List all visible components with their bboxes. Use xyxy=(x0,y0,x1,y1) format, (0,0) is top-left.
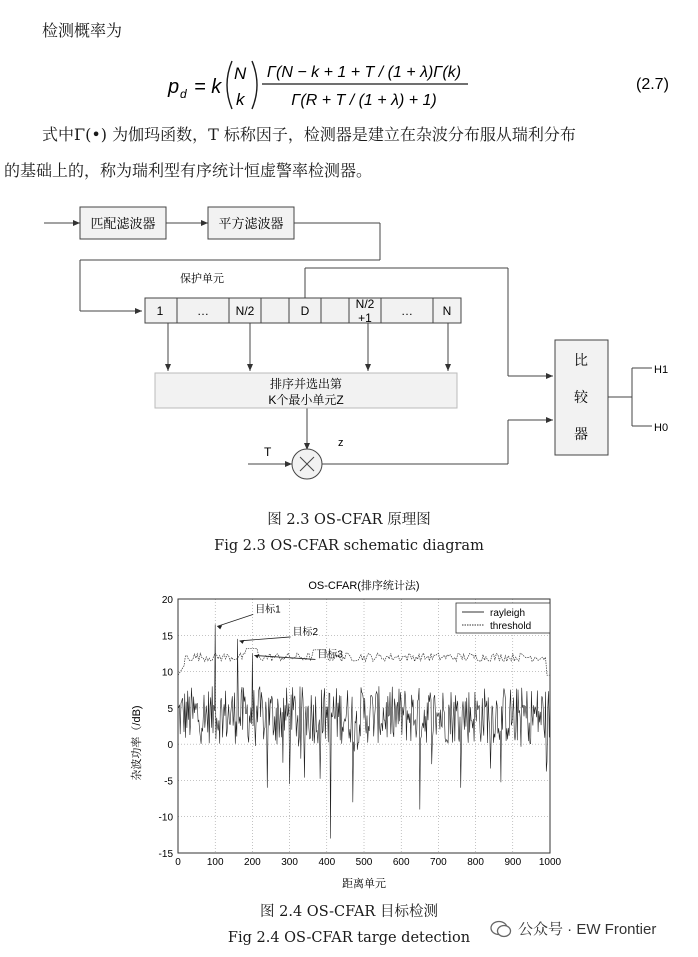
target-label: 目标3 xyxy=(317,649,343,661)
eq-lhs: p xyxy=(168,76,180,98)
z-label: z xyxy=(338,437,344,449)
equation-svg xyxy=(0,55,698,115)
fig23-caption-cn: 图 2.3 OS-CFAR 原理图 xyxy=(267,512,431,528)
sort-label-line-1: 排序并选出第 xyxy=(269,377,343,391)
fig24-caption-en: Fig 2.4 OS-CFAR targe detection xyxy=(227,930,471,946)
x-tick-label: 200 xyxy=(244,857,261,868)
cell-n-half-label: N/2 xyxy=(235,304,255,318)
fig24-caption-cn: 图 2.4 OS-CFAR 目标检测 xyxy=(260,904,438,920)
os-cfar-schematic xyxy=(0,190,698,505)
target-arrowhead xyxy=(254,654,259,658)
x-tick-label: 700 xyxy=(430,857,447,868)
cell-test-label: D xyxy=(300,304,310,318)
eq-denominator: Γ(R + T / (1 + λ) + 1) xyxy=(291,92,437,109)
cell-n-half-plus-1-label-bottom: +1 xyxy=(358,311,372,325)
x-tick-label: 800 xyxy=(467,857,484,868)
binom-right-paren xyxy=(252,61,257,109)
equation-2-7 xyxy=(0,55,698,115)
binom-top: N xyxy=(234,64,247,83)
comparator-char-2: 较 xyxy=(574,389,588,405)
watermark xyxy=(490,918,656,939)
reference-cells xyxy=(145,297,461,325)
binom-left-paren xyxy=(227,61,232,109)
sort-label-line-2: K个最小单元Z xyxy=(268,393,344,407)
eq-equals-k: = k xyxy=(194,76,222,98)
x-tick-label: 1000 xyxy=(538,857,562,868)
h0-label: H0 xyxy=(654,422,669,434)
y-tick-label: 5 xyxy=(167,703,173,715)
cell-1-label: 1 xyxy=(156,304,164,318)
target-arrow xyxy=(240,637,291,641)
cell-ellipsis-left-label: … xyxy=(197,304,209,318)
fig23-caption-en: Fig 2.3 OS-CFAR schematic diagram xyxy=(214,538,484,554)
y-tick-label: -10 xyxy=(158,812,173,824)
os-cfar-chart xyxy=(120,575,570,890)
chart-x-label: 距离单元 xyxy=(342,878,386,890)
threshold-factor-label: T xyxy=(264,445,272,459)
target-arrow xyxy=(217,614,253,626)
target-label: 目标1 xyxy=(255,604,281,616)
legend-rayleigh-label: rayleigh xyxy=(490,608,526,619)
square-filter-label: 平方滤波器 xyxy=(218,216,284,231)
paragraph-line-2: 的基础上的，称为瑞利型有序统计恒虚警率检测器。 xyxy=(4,161,373,180)
chart-svg xyxy=(120,575,570,890)
x-tick-label: 600 xyxy=(392,857,410,868)
chart-targets xyxy=(217,602,343,660)
target-label: 目标2 xyxy=(292,626,319,638)
schematic-svg xyxy=(0,190,698,505)
x-tick-label: 300 xyxy=(281,857,298,868)
chart-grid xyxy=(178,599,550,853)
chart-y-label: 杂波功率（/dB) xyxy=(131,705,143,781)
cell-n-label: N xyxy=(442,304,452,318)
eq-number: (2.7) xyxy=(636,76,669,93)
guard-cell-left xyxy=(261,298,289,323)
target-arrow xyxy=(254,655,315,659)
cell-n-half-plus-1-label-top: N/2 xyxy=(355,297,375,311)
comparator-char-3: 器 xyxy=(574,426,588,442)
paragraph-line-1: 式中Γ(•) 为伽玛函数，T 标称因子，检测器是建立在杂波分布服从瑞利分布 xyxy=(42,125,576,144)
intro-text: 检测概率为 xyxy=(42,21,123,40)
x-tick-label: 500 xyxy=(355,857,373,868)
chart-title: OS-CFAR(排序统计法) xyxy=(308,580,420,592)
x-tick-label: 100 xyxy=(206,857,224,868)
binom-bottom: k xyxy=(236,90,245,109)
y-tick-label: -15 xyxy=(158,849,173,860)
chart-x-ticks xyxy=(175,857,561,868)
y-tick-label: 20 xyxy=(161,595,173,606)
y-tick-label: 10 xyxy=(161,667,173,679)
eq-lhs-sub: d xyxy=(180,87,187,101)
chart-legend xyxy=(456,603,550,633)
comparator-char-1: 比 xyxy=(574,352,588,368)
chart-y-ticks xyxy=(159,595,174,860)
eq-numerator: Γ(N − k + 1 + T / (1 + λ)Γ(k) xyxy=(266,64,462,81)
matched-filter-label: 匹配滤波器 xyxy=(90,216,156,231)
guard-cells-label: 保护单元 xyxy=(180,273,224,285)
cell-ellipsis-right-label: … xyxy=(401,304,413,318)
y-tick-label: 15 xyxy=(161,631,173,643)
y-tick-label: 0 xyxy=(167,740,173,752)
x-tick-label: 0 xyxy=(175,857,181,868)
x-tick-label: 900 xyxy=(504,857,522,868)
legend-threshold-label: threshold xyxy=(490,621,532,632)
y-tick-label: -5 xyxy=(164,776,173,788)
guard-cell-right xyxy=(321,298,349,323)
x-tick-label: 400 xyxy=(318,857,336,868)
wechat-icon xyxy=(490,920,512,938)
h1-label: H1 xyxy=(654,364,669,376)
watermark-text: 公众号 · EW Frontier xyxy=(518,921,657,938)
